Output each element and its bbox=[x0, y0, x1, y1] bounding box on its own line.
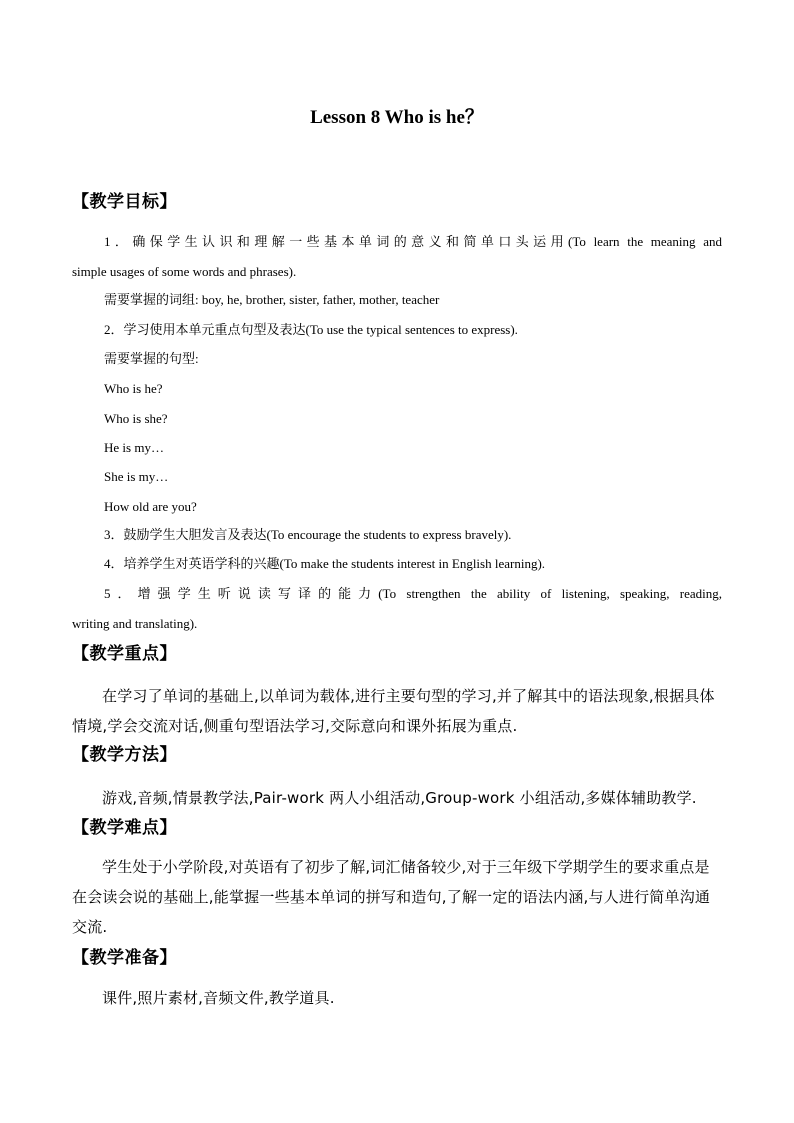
objective-item-1-cont: simple usages of some words and phrases). bbox=[72, 264, 297, 279]
lesson-title: Lesson 8 Who is he？ bbox=[310, 107, 484, 128]
difficulties-text: 学生处于小学阶段,对英语有了初步了解,词汇储备较少,对于三年级下学期学生的要求重点是在会读会说的基础上,能掌握一些基本单词的拼写和造句,了解一定的语法内涵,与人进行简单沟通交流. bbox=[72, 858, 711, 936]
pattern-he-is-my: He is my… bbox=[104, 440, 164, 455]
objective-item-2: 2．学习使用本单元重点句型及表达(To use the typical sentences to express). bbox=[104, 322, 518, 337]
pattern-how-old: How old are you? bbox=[104, 499, 197, 514]
pattern-she-is-my: She is my… bbox=[104, 469, 169, 484]
objective-item-5: 5．增强学生听说读写译的能力(To strengthen the ability of listening, speaking, reading, bbox=[104, 586, 722, 601]
section-heading-preparation: 【教学准备】 bbox=[72, 948, 177, 968]
section-heading-objectives: 【教学目标】 bbox=[72, 192, 177, 212]
objective-item-5-cont: writing and translating). bbox=[72, 616, 198, 631]
objective-item-1: 1．确保学生认识和理解一些基本单词的意义和简单口头运用(To learn the meaning and bbox=[104, 234, 722, 249]
section-heading-methods: 【教学方法】 bbox=[72, 745, 177, 765]
objective-item-4: 4．培养学生对英语学科的兴趣(To make the students interest in English learning). bbox=[104, 556, 546, 571]
preparation-text: 课件,照片素材,音频文件,教学道具. bbox=[102, 989, 335, 1007]
pattern-who-is-he: Who is he? bbox=[104, 381, 163, 396]
section-heading-key-points: 【教学重点】 bbox=[72, 644, 177, 664]
objective-vocab-words: 需要掌握的词组: boy, he, brother, sister, father, mother, teacher bbox=[104, 292, 440, 307]
pattern-who-is-she: Who is she? bbox=[104, 411, 168, 426]
objective-item-3: 3．鼓励学生大胆发言及表达(To encourage the students to express bravely). bbox=[104, 527, 512, 542]
section-heading-difficulties: 【教学难点】 bbox=[72, 818, 177, 838]
methods-text: 游戏,音频,情景教学法,Pair-work 两人小组活动,Group-work 小组活动,多媒体辅助教学. bbox=[102, 789, 697, 807]
objective-patterns-label: 需要掌握的句型: bbox=[104, 351, 199, 366]
key-points-text: 在学习了单词的基础上,以单词为载体,进行主要句型的学习,并了解其中的语法现象,根据具体情境,学会交流对话,侧重句型语法学习,交际意向和课外拓展为重点. bbox=[72, 687, 715, 735]
